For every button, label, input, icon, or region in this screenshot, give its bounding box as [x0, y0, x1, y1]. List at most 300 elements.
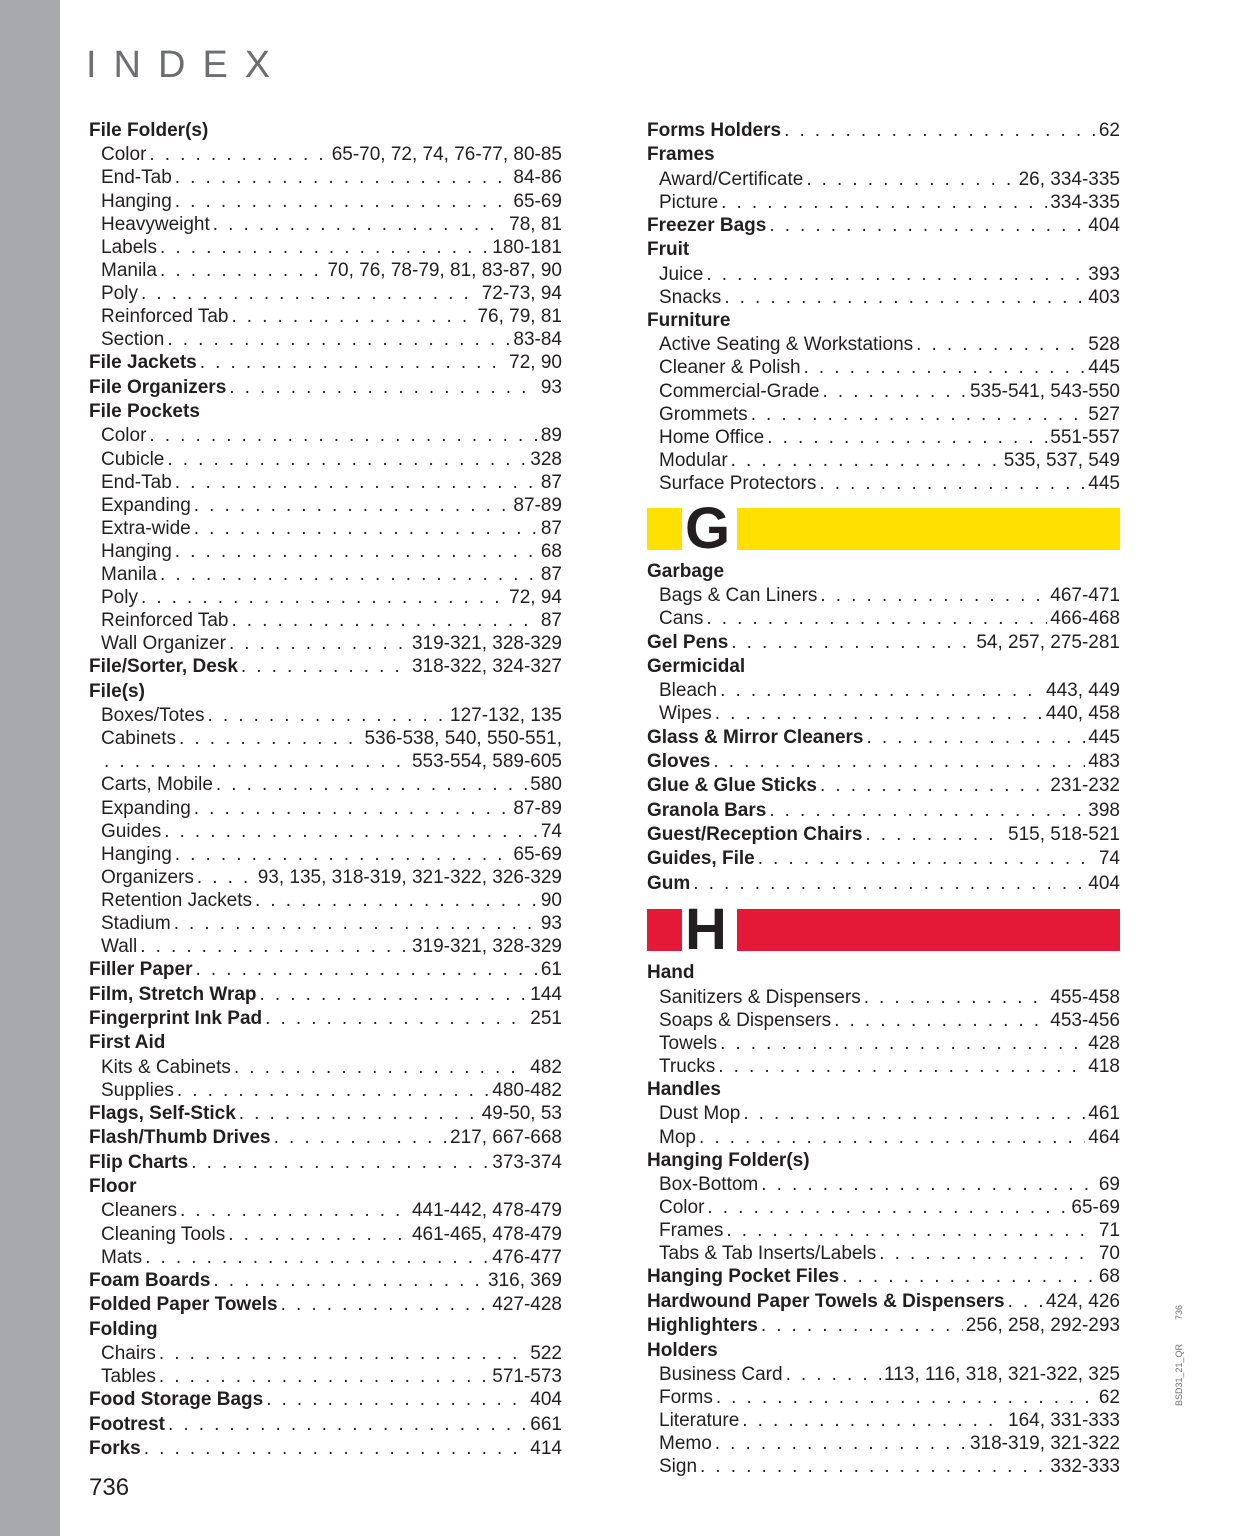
- index-subentry: [89, 282, 562, 305]
- index-entry: [89, 1031, 562, 1055]
- entry-pages: 76, 79, 81: [477, 306, 562, 328]
- entry-label: Poly: [101, 587, 138, 609]
- entry-label: Cans: [659, 608, 704, 630]
- entry-pages: 217, 667-668: [450, 1127, 562, 1149]
- index-subentry: [89, 494, 562, 517]
- index-entry: [647, 631, 1120, 655]
- dot-leader: [175, 843, 511, 866]
- index-entry: [647, 847, 1120, 871]
- entry-pages: 71: [1098, 1220, 1120, 1242]
- index-entry: [647, 1265, 1120, 1289]
- entry-label: Hardwound Paper Towels & Dispensers: [647, 1290, 1005, 1312]
- entry-pages: 89: [540, 425, 562, 447]
- index-subentry: [647, 1009, 1120, 1032]
- index-subentry: [89, 1079, 562, 1102]
- dot-leader: [865, 823, 1005, 847]
- entry-pages: 461: [1088, 1103, 1120, 1125]
- dot-leader: [160, 259, 325, 282]
- dot-leader: [231, 305, 474, 328]
- dot-leader: [731, 631, 973, 655]
- entry-pages: 61: [540, 959, 562, 981]
- dot-leader: [159, 1342, 527, 1365]
- entry-label: Forms Holders: [647, 120, 782, 141]
- dot-leader: [265, 1007, 527, 1031]
- section-g: [647, 560, 1120, 896]
- entry-pages: 65-69: [513, 843, 562, 865]
- index-entry: [647, 1149, 1120, 1173]
- dot-leader: [144, 1437, 528, 1461]
- index-subentry: [89, 935, 562, 958]
- dot-leader: [229, 376, 538, 400]
- dot-leader: [175, 166, 511, 189]
- dot-leader: [820, 584, 1047, 607]
- entry-pages: 83-84: [513, 329, 562, 351]
- index-subentry: [647, 449, 1120, 472]
- entry-pages: 445: [1088, 726, 1120, 748]
- entry-label: Poly: [101, 282, 138, 304]
- entry-label: Retention Jackets: [101, 889, 253, 911]
- side-margin-bar: [0, 0, 60, 1536]
- entry-label: Manila: [101, 259, 157, 281]
- index-subentry: [89, 424, 562, 447]
- dot-leader: [751, 403, 1086, 426]
- index-subentry: [89, 727, 562, 750]
- entry-pages: 127-132, 135: [450, 705, 562, 727]
- entry-label: Organizers: [101, 866, 194, 888]
- entry-pages: 49-50, 53: [481, 1102, 562, 1124]
- index-subentry: [647, 1032, 1120, 1055]
- dot-leader: [819, 472, 1085, 495]
- entry-pages: 65-69: [513, 190, 562, 212]
- entry-pages: 440, 458: [1046, 703, 1120, 725]
- entry-pages: 319-321, 328-329: [411, 633, 562, 655]
- dot-leader: [758, 847, 1096, 871]
- dot-leader: [731, 449, 1001, 472]
- dot-leader: [715, 702, 1043, 725]
- entry-pages: 316, 369: [488, 1269, 562, 1291]
- index-subentry: [647, 1455, 1120, 1478]
- entry-label: Extra-wide: [101, 517, 191, 539]
- index-subentry: [647, 986, 1120, 1009]
- index-entry: [647, 1314, 1120, 1338]
- entry-label: Carts, Mobile: [101, 774, 213, 796]
- dot-leader: [820, 774, 1047, 798]
- index-subentry: [89, 1056, 562, 1079]
- entry-pages: 93, 135, 318-319, 321-322, 326-329: [257, 866, 562, 888]
- index-subentry: [647, 191, 1120, 214]
- entry-label: File Folder(s): [89, 120, 209, 141]
- entry-label: Manila: [101, 563, 157, 585]
- index-entry: [647, 655, 1120, 679]
- dot-leader: [721, 191, 1047, 214]
- entry-pages: 535-541, 543-550: [969, 380, 1120, 402]
- entry-label: Guides: [101, 820, 162, 842]
- dot-leader: [866, 726, 1085, 750]
- entry-label: Folded Paper Towels: [89, 1294, 278, 1316]
- index-subentry: [89, 632, 562, 655]
- index-subentry: [89, 773, 562, 796]
- entry-pages: 453-456: [1050, 1009, 1120, 1031]
- dot-leader: [693, 872, 1085, 896]
- index-entry: [647, 560, 1120, 584]
- page-number: 736: [89, 1474, 130, 1501]
- dot-leader: [834, 1009, 1047, 1032]
- dot-leader: [715, 1432, 967, 1455]
- dot-leader: [879, 1242, 1096, 1265]
- dot-leader: [864, 986, 1048, 1009]
- entry-label: Food Storage Bags: [89, 1389, 264, 1411]
- index-entry: [89, 1388, 562, 1412]
- index-entry: [647, 238, 1120, 262]
- entry-label: Handles: [647, 1079, 721, 1101]
- index-subentry: [647, 1432, 1120, 1455]
- entry-label: Home Office: [659, 426, 765, 448]
- dot-leader: [229, 632, 409, 655]
- dot-leader: [706, 263, 1085, 286]
- index-subentry: [647, 168, 1120, 191]
- entry-pages: 78, 81: [509, 213, 562, 235]
- dot-leader: [196, 958, 538, 982]
- index-entry: [89, 1293, 562, 1317]
- dot-leader: [804, 356, 1086, 379]
- dot-leader: [104, 750, 409, 773]
- index-subentry: [89, 797, 562, 820]
- dot-leader: [255, 889, 538, 912]
- index-entry: [647, 119, 1120, 143]
- entry-label: Memo: [659, 1433, 712, 1455]
- catalog-code-page: 736: [1174, 1304, 1184, 1320]
- entry-label: Award/Certificate: [659, 168, 804, 190]
- entry-pages: 551-557: [1050, 426, 1120, 448]
- entry-label: Frames: [647, 144, 715, 166]
- entry-label: Cabinets: [101, 728, 176, 750]
- entry-pages: 87: [540, 563, 562, 585]
- index-subentry: [89, 586, 562, 609]
- dot-leader: [761, 1173, 1096, 1196]
- dot-leader: [159, 1365, 489, 1388]
- entry-pages: 62: [1098, 120, 1120, 141]
- index-subentry: [647, 1409, 1120, 1432]
- entry-label: Guest/Reception Chairs: [647, 824, 863, 846]
- letter-divider-h: [647, 897, 1120, 963]
- dot-leader: [720, 1032, 1085, 1055]
- dot-leader: [180, 1199, 409, 1222]
- entry-pages: 441-442, 478-479: [411, 1200, 562, 1222]
- index-entry: [647, 823, 1120, 847]
- entry-pages: 661: [530, 1413, 562, 1435]
- entry-label: Cleaners: [101, 1200, 178, 1222]
- entry-label: File Pockets: [89, 401, 200, 423]
- dot-leader: [720, 679, 1043, 702]
- letter-h: H: [685, 897, 727, 963]
- dot-leader: [175, 190, 511, 213]
- entry-label: End-Tab: [101, 471, 172, 493]
- entry-pages: 464: [1088, 1126, 1120, 1148]
- index-subentry: [647, 1055, 1120, 1078]
- entry-label: Bags & Can Liners: [659, 585, 818, 607]
- entry-pages: 26, 334-335: [1018, 168, 1120, 190]
- entry-pages: 424, 426: [1046, 1290, 1120, 1312]
- index-subentry: [647, 607, 1120, 630]
- entry-label: Garbage: [647, 560, 725, 582]
- index-subentry: [89, 866, 562, 889]
- entry-label: Germicidal: [647, 655, 746, 677]
- entry-pages: 93: [540, 376, 562, 398]
- entry-label: Hanging: [101, 190, 172, 212]
- index-entry: [647, 750, 1120, 774]
- letter-bar-g-right: [737, 508, 1120, 550]
- entry-label: Box-Bottom: [659, 1174, 759, 1195]
- dot-leader: [1008, 1290, 1043, 1314]
- section-f-continued: [647, 119, 1120, 495]
- index-subentry: [647, 263, 1120, 286]
- dot-leader: [197, 866, 255, 889]
- entry-label: Tabs & Tab Inserts/Labels: [659, 1243, 877, 1265]
- letter-bar-g-left: [647, 508, 682, 550]
- entry-label: File(s): [89, 680, 145, 702]
- entry-pages: 68: [540, 540, 562, 562]
- entry-label: Folding: [89, 1318, 158, 1340]
- entry-label: Furniture: [647, 309, 731, 331]
- entry-label: Floor: [89, 1176, 137, 1198]
- index-column-right: [647, 119, 1120, 1478]
- dot-leader: [179, 727, 361, 750]
- entry-pages: 461-465, 478-479: [411, 1223, 562, 1245]
- index-entry: [89, 958, 562, 982]
- entry-label: Hanging: [101, 843, 172, 865]
- entry-pages: 535, 537, 549: [1003, 449, 1120, 471]
- entry-label: Hanging Folder(s): [647, 1149, 810, 1171]
- dot-leader: [718, 1055, 1085, 1078]
- entry-pages: 398: [1088, 799, 1120, 821]
- entry-pages: 443, 449: [1046, 680, 1120, 702]
- index-entry: [647, 1078, 1120, 1102]
- index-entry: [647, 726, 1120, 750]
- entry-pages: 480-482: [492, 1079, 562, 1101]
- index-subentry: [89, 563, 562, 586]
- index-entry: [89, 1437, 562, 1461]
- entry-label: Business Card: [659, 1363, 783, 1385]
- entry-label: Forks: [89, 1437, 141, 1459]
- dot-leader: [141, 282, 479, 305]
- entry-pages: 256, 258, 292-293: [965, 1315, 1120, 1337]
- entry-pages: 87: [540, 610, 562, 632]
- entry-pages: 334-335: [1050, 191, 1120, 213]
- entry-label: Wipes: [659, 703, 712, 725]
- dot-leader: [761, 1314, 963, 1338]
- dot-leader: [274, 1126, 447, 1150]
- dot-leader: [168, 1413, 527, 1437]
- dot-leader: [141, 586, 506, 609]
- index-subentry: [647, 333, 1120, 356]
- entry-label: Mats: [101, 1246, 143, 1268]
- entry-pages: 515, 518-521: [1008, 824, 1120, 846]
- entry-pages: 113, 116, 318, 321-322, 325: [884, 1363, 1120, 1385]
- entry-label: Trucks: [659, 1055, 716, 1077]
- index-entry: [647, 774, 1120, 798]
- entry-pages: 445: [1088, 357, 1120, 379]
- entry-label: Granola Bars: [647, 799, 767, 821]
- index-subentry: [647, 403, 1120, 426]
- entry-pages: 69: [1098, 1174, 1120, 1195]
- entry-label: Grommets: [659, 403, 748, 425]
- entry-pages: 445: [1088, 472, 1120, 494]
- index-entry: [647, 872, 1120, 896]
- entry-pages: 404: [1088, 872, 1120, 894]
- index-subentry: [647, 380, 1120, 403]
- dot-leader: [916, 333, 1085, 356]
- index-entry: [647, 1339, 1120, 1363]
- dot-leader: [175, 540, 538, 563]
- entry-pages: 553-554, 589-605: [411, 751, 562, 773]
- entry-label: Gel Pens: [647, 631, 729, 653]
- entry-label: Literature: [659, 1410, 740, 1432]
- index-subentry: [89, 540, 562, 563]
- index-subentry: [647, 1196, 1120, 1219]
- dot-leader: [167, 328, 510, 351]
- letter-bar-h-left: [647, 909, 682, 951]
- dot-leader: [194, 494, 511, 517]
- index-entry: [89, 1007, 562, 1031]
- entry-label: Flip Charts: [89, 1151, 189, 1173]
- entry-pages: 393: [1088, 263, 1120, 285]
- entry-label: Freezer Bags: [647, 214, 767, 236]
- entry-label: Towels: [659, 1032, 718, 1054]
- entry-label: Color: [101, 425, 147, 447]
- index-subentry: [647, 286, 1120, 309]
- entry-label: End-Tab: [101, 167, 172, 189]
- entry-label: Stadium: [101, 912, 171, 934]
- entry-label: Kits & Cabinets: [101, 1056, 231, 1078]
- dot-leader: [216, 773, 527, 796]
- index-entry: [89, 680, 562, 704]
- index-entry: [89, 1126, 562, 1150]
- index-subentry: [89, 843, 562, 866]
- entry-label: Picture: [659, 191, 719, 213]
- entry-label: Cubicle: [101, 448, 165, 470]
- entry-pages: 328: [530, 448, 562, 470]
- entry-label: Expanding: [101, 797, 191, 819]
- entry-label: Foam Boards: [89, 1269, 211, 1291]
- index-subentry: [647, 679, 1120, 702]
- dot-leader: [726, 1219, 1095, 1242]
- entry-label: Juice: [659, 263, 704, 285]
- entry-pages: 65-70, 72, 74, 76-77, 80-85: [331, 144, 562, 166]
- index-subentry: [89, 609, 562, 632]
- letter-divider-g: [647, 495, 1120, 561]
- entry-label: Sign: [659, 1456, 698, 1478]
- entry-pages: 164, 331-333: [1008, 1410, 1120, 1432]
- dot-leader: [699, 1126, 1085, 1149]
- page-title: INDEX: [86, 44, 288, 86]
- dot-leader: [786, 1363, 881, 1386]
- entry-label: Tables: [101, 1366, 156, 1388]
- index-subentry: [647, 1386, 1120, 1409]
- entry-pages: 418: [1088, 1055, 1120, 1077]
- index-entry: [89, 400, 562, 424]
- section-h: [647, 961, 1120, 1478]
- index-subentry: [89, 912, 562, 935]
- dot-leader: [194, 797, 511, 820]
- entry-pages: 251: [530, 1007, 562, 1029]
- dot-leader: [213, 1269, 485, 1293]
- entry-label: Reinforced Tab: [101, 610, 229, 632]
- entry-label: Glass & Mirror Cleaners: [647, 726, 864, 748]
- index-subentry: [647, 1102, 1120, 1125]
- entry-label: Wall: [101, 936, 138, 958]
- entry-pages: 332-333: [1050, 1456, 1120, 1478]
- entry-label: Dust Mop: [659, 1103, 741, 1125]
- dot-leader: [743, 1102, 1085, 1125]
- dot-leader: [149, 424, 537, 447]
- dot-leader: [160, 236, 489, 259]
- entry-pages: 427-428: [492, 1294, 562, 1316]
- dot-leader: [784, 119, 1096, 143]
- entry-label: Supplies: [101, 1079, 174, 1101]
- entry-pages: 65-69: [1071, 1197, 1120, 1219]
- entry-pages: 467-471: [1050, 585, 1120, 607]
- dot-leader: [713, 750, 1085, 774]
- entry-label: Fingerprint Ink Pad: [89, 1007, 263, 1029]
- entry-label: Reinforced Tab: [101, 306, 229, 328]
- index-subentry: [647, 472, 1120, 495]
- entry-label: Boxes/Totes: [101, 705, 205, 727]
- dot-leader: [234, 1056, 527, 1079]
- entry-label: Modular: [659, 449, 728, 471]
- entry-pages: 414: [530, 1437, 562, 1459]
- entry-pages: 476-477: [492, 1246, 562, 1268]
- dot-leader: [822, 380, 967, 403]
- entry-pages: 87: [540, 471, 562, 493]
- entry-pages: 403: [1088, 286, 1120, 308]
- dot-leader: [769, 214, 1085, 238]
- entry-label: Sanitizers & Dispensers: [659, 986, 861, 1008]
- dot-leader: [700, 1455, 1047, 1478]
- letter-g: G: [685, 495, 731, 561]
- index-subentry: [89, 1246, 562, 1269]
- index-subentry: [89, 166, 562, 189]
- entry-pages: 87-89: [513, 494, 562, 516]
- index-entry: [647, 309, 1120, 333]
- index-entry: [89, 1175, 562, 1199]
- index-entry: [647, 143, 1120, 167]
- entry-label: Forms: [659, 1387, 713, 1409]
- entry-pages: 466-468: [1050, 608, 1120, 630]
- index-entry: [89, 1102, 562, 1126]
- entry-label: Gloves: [647, 750, 711, 772]
- index-subentry: [89, 213, 562, 236]
- index-subentry: [647, 1126, 1120, 1149]
- index-subentry: [89, 328, 562, 351]
- entry-pages: 72-73, 94: [481, 282, 562, 304]
- dot-leader: [194, 517, 538, 540]
- dot-leader: [228, 1223, 409, 1246]
- entry-label: Color: [101, 144, 147, 166]
- catalog-code: [1170, 1280, 1194, 1410]
- dot-leader: [239, 1102, 479, 1126]
- entry-pages: 68: [1098, 1266, 1120, 1288]
- entry-pages: 84-86: [513, 167, 562, 189]
- dot-leader: [742, 1409, 1005, 1432]
- entry-label: Section: [101, 329, 165, 351]
- entry-label: Active Seating & Workstations: [659, 334, 914, 356]
- entry-pages: 483: [1088, 750, 1120, 772]
- entry-pages: 571-573: [492, 1366, 562, 1388]
- dot-leader: [260, 983, 528, 1007]
- entry-label: Flags, Self-Stick: [89, 1102, 236, 1124]
- entry-pages: 74: [540, 820, 562, 842]
- entry-label: Cleaning Tools: [101, 1223, 226, 1245]
